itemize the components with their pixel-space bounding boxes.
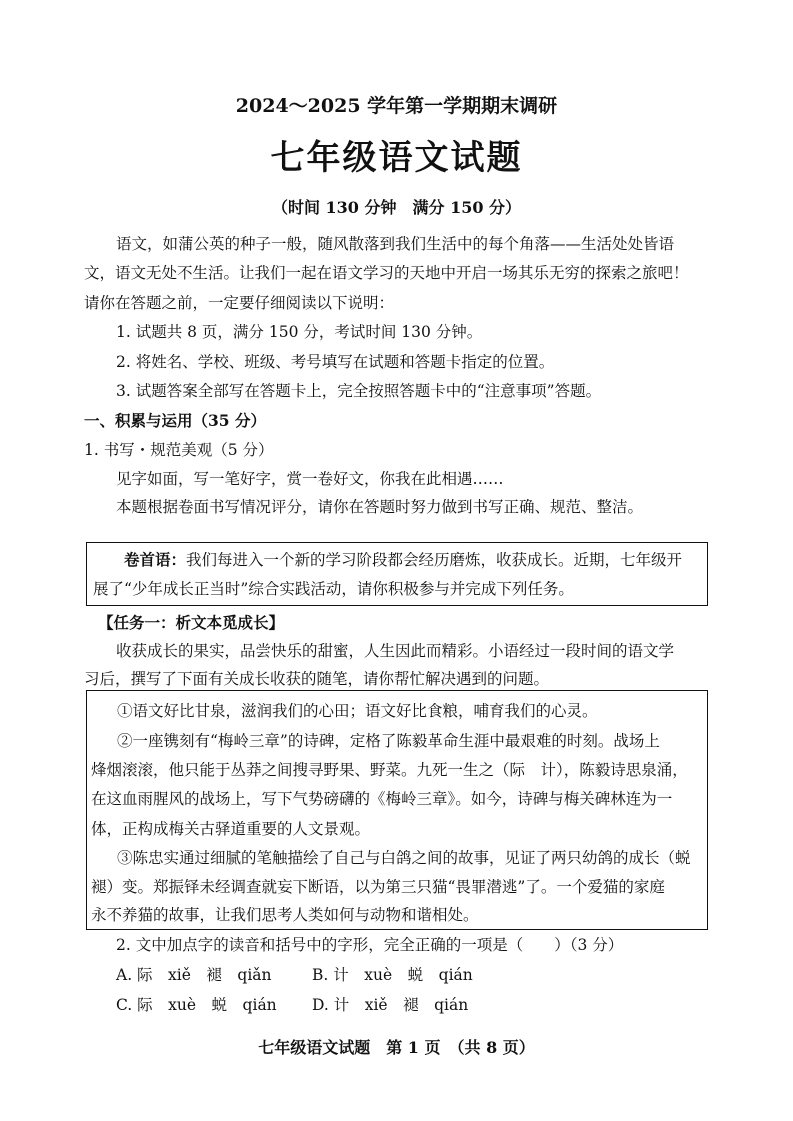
essay-box <box>86 690 708 930</box>
section-heading: 一、积累与运用（35 分） <box>84 411 266 430</box>
preface-box <box>86 542 708 606</box>
intro-line-1: 语文，如蒲公英的种子一般，随风散落到我们生活中的每个角落——生活处处皆语 <box>116 235 675 253</box>
essay-paragraph-3-line-1: ③陈忠实通过细腻的笔触描绘了自己与白鸽之间的故事，见证了两只幼鸽的成长（蜕 <box>117 849 691 867</box>
intro-line-2: 文，语文无处不生活。让我们一起在语文学习的天地中开启一场其乐无穷的探索之旅吧！ <box>84 264 689 282</box>
page-footer: 七年级语文试题 第 1 页 （共 8 页） <box>258 1038 535 1057</box>
essay-paragraph-2-line-1: ②一座镌刻有“梅岭三章”的诗碑，定格了陈毅革命生涯中最艰难的时刻。战场上 <box>117 732 660 750</box>
essay-paragraph-1: ①语文好比甘泉，滋润我们的心田；语文好比食粮，哺育我们的心灵。 <box>117 702 598 720</box>
question-2-stem: 2. 文中加点字的读音和括号中的字形，完全正确的一项是（ ）（3 分） <box>116 936 624 954</box>
task-1-line-1: 收获成长的果实，品尝快乐的甜蜜，人生因此而精彩。小语经过一段时间的语文学 <box>116 642 675 660</box>
intro-line-3: 请你在答题之前，一定要仔细阅读以下说明： <box>84 294 395 312</box>
essay-paragraph-2-line-4: 体，正构成梅关古驿道重要的人文景观。 <box>91 820 371 838</box>
preface-line-1 <box>124 550 682 570</box>
time-score-note: （时间 130 分钟 满分 150 分） <box>271 198 522 217</box>
question-1-line-1: 见字如面，写一笔好字，赏一卷好文，你我在此相遇…… <box>116 470 504 488</box>
essay-paragraph-2-line-2: 烽烟滚滚，他只能于丛莽之间搜寻野果、野菜。九死一生之（际 计），陈毅诗思泉涌， <box>91 761 688 779</box>
essay-paragraph-3-line-2: 褪）变。郑振铎未经调查就妄下断语，以为第三只猫“畏罪潜逃”了。一个爱猫的家庭 <box>91 878 665 896</box>
question-1-line-2: 本题根据卷面书写情况评分，请你在答题时努力做到书写正确、规范、整洁。 <box>116 498 644 516</box>
option-a: A. 际 xiě 褪 qiǎn <box>116 966 272 984</box>
task-1-heading: 【任务一：析文本觅成长】 <box>98 613 285 632</box>
essay-paragraph-2-line-3: 在这血雨腥风的战场上，写下气势磅礴的《梅岭三章》。如今，诗碑与梅关碑林连为一 <box>91 790 673 808</box>
option-c: C. 际 xuè 蜕 qián <box>116 996 277 1014</box>
preface-label: 卷首语： <box>124 550 187 569</box>
preface-text: 我们每进入一个新的学习阶段都会经历磨炼，收获成长。近期，七年级开 <box>186 551 683 569</box>
task-1-line-2: 习后，撰写了下面有关成长收获的随笔，请你帮忙解决遇到的问题。 <box>84 670 550 688</box>
option-d: D. 计 xiě 褪 qián <box>312 996 469 1014</box>
term-heading: 2024～2025 学年第一学期期末调研 <box>235 95 558 117</box>
preface-line-2: 展了“少年成长正当时”综合实践活动，请你积极参与并完成下列任务。 <box>93 580 574 598</box>
question-1-heading: 1. 书写・规范美观（5 分） <box>84 441 274 459</box>
instruction-1: 1. 试题共 8 页，满分 150 分，考试时间 130 分钟。 <box>116 323 483 341</box>
instruction-2: 2. 将姓名、学校、班级、考号填写在试题和答题卡指定的位置。 <box>116 353 555 371</box>
instruction-3: 3. 试题答案全部写在答题卡上，完全按照答题卡中的“注意事项”答题。 <box>116 382 602 400</box>
exam-title: 七年级语文试题 <box>270 138 523 178</box>
option-b: B. 计 xuè 蜕 qián <box>312 966 473 984</box>
essay-paragraph-3-line-3: 永不养猫的故事，让我们思考人类如何与动物和谐相处。 <box>91 906 479 924</box>
